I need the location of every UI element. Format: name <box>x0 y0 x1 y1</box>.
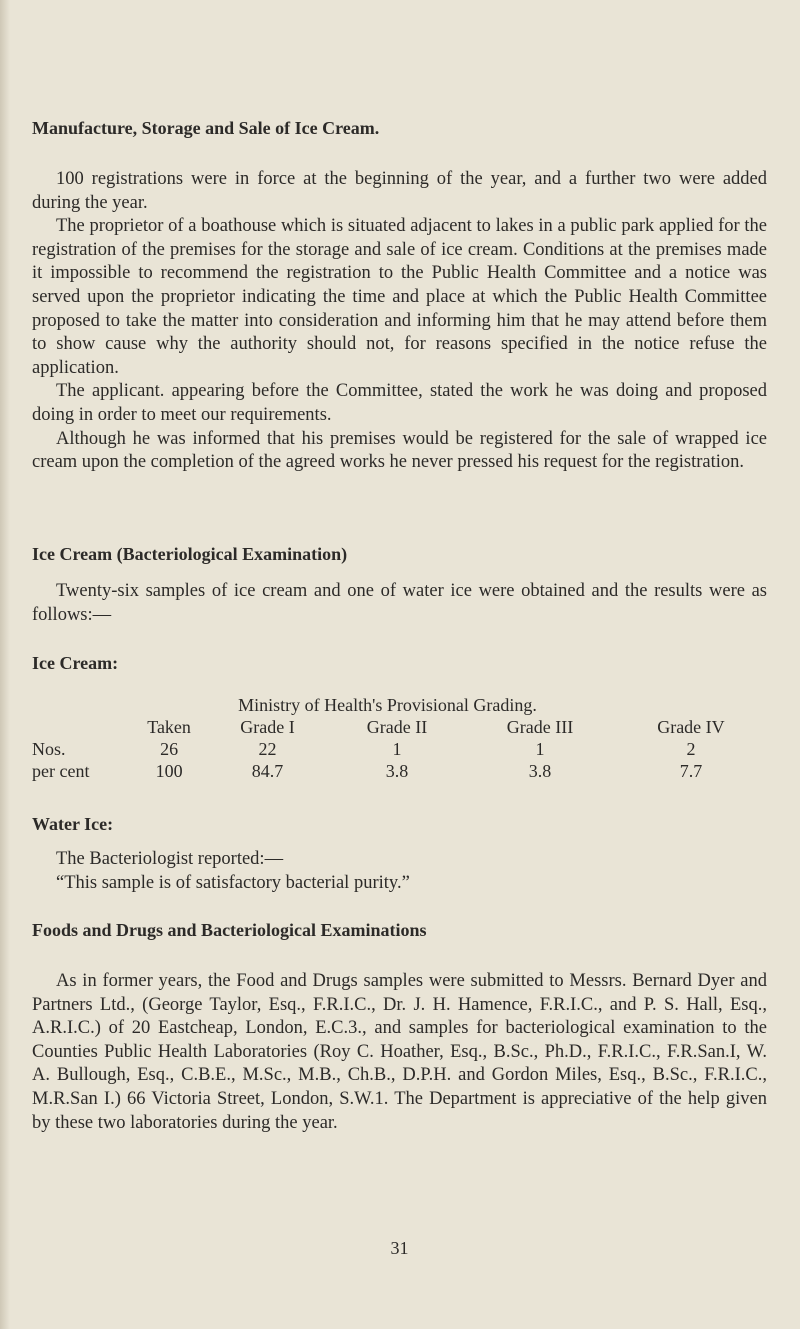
table-cell: 2 <box>686 739 696 759</box>
water-ice-report <box>32 848 767 895</box>
water-ice-quote: “This sample is of satisfactory bacterial purity.” <box>56 872 410 893</box>
column-header-grade-3: Grade III <box>506 717 574 737</box>
row-label-per-cent: per cent <box>32 761 90 781</box>
grading-group-header-row <box>32 694 767 716</box>
table-cell: 3.8 <box>528 761 552 781</box>
table-cell: 26 <box>160 739 179 759</box>
foods-drugs-paragraph: As in former years, the Food and Drugs samples were submitted to Messrs. Bernard Dyer and Partners Ltd., (George Taylor, Esq., F.R.I.C., Dr. J. H. Hamence, F.R.I.C., and P. S. Hall, Esq., A.R.I.C.) of 20 Eastcheap, London, E.C.3., and samples for bacteriological examination to the Counties Public Health Laboratories (Roy C. Hoather, Esq., B.Sc., Ph.D., F.R.I.C., F.R.San.I, W. A. Bullough, Esq., C.B.E., M.Sc., M.B., Ch.B., D.P.H. and Gordon Miles, Esq., B.Sc., F.R.I.C., M.R.San I.) 66 Victoria Street, London, S.W.1. The Department is appreciative of the help given by these two laboratories during the year. <box>32 971 767 1133</box>
grading-column-header-row <box>32 716 767 738</box>
manufacture-paragraph-2: The proprietor of a boathouse which is situated adjacent to lakes in a public park applied for the registration of the premises for the storage and sale of ice cream. Conditions at the premises made it impossible to recommend the registration to the Public Health Committee and a notice was served upon the proprietor indicating the time and place at which the Public Health Committee proposed to take the matter into consideration and informing him that he may attend before them to show cause why the authority should not, for reasons specified in the notice refuse the application. <box>32 216 767 378</box>
bacteriological-intro-text: Twenty-six samples of ice cream and one of water ice were obtained and the results were as follows:— <box>32 581 767 625</box>
grading-table <box>32 694 767 782</box>
table-cell: 1 <box>392 739 402 759</box>
column-header-grade-1: Grade I <box>240 717 295 737</box>
table-row <box>32 760 767 782</box>
table-cell: 100 <box>155 761 183 781</box>
manufacture-paragraph-1: 100 registrations were in force at the beginning of the year, and a further two were added during the year. <box>32 169 767 213</box>
manufacture-paragraph-3: The applicant. appearing before the Committee, stated the work he was doing and proposed doing in order to meet our requirements. <box>32 381 767 425</box>
water-ice-reported-line: The Bacteriologist reported:— <box>56 849 284 869</box>
column-header-taken: Taken <box>147 717 191 737</box>
table-row <box>32 738 767 760</box>
column-header-grade-4: Grade IV <box>657 717 725 737</box>
row-label-nos: Nos. <box>32 739 66 759</box>
grading-group-header: Ministry of Health's Provisional Grading. <box>238 695 537 715</box>
table-cell: 3.8 <box>385 761 409 781</box>
column-header-grade-2: Grade II <box>366 717 428 737</box>
manufacture-paragraph-4: Although he was informed that his premises would be registered for the sale of wrapped ice cream upon the completion of the agreed works he never pressed his request for the registration. <box>32 428 767 473</box>
section-heading-foods-drugs: Foods and Drugs and Bacteriological Examinations <box>32 920 427 940</box>
page-edge <box>0 0 10 1329</box>
table-cell: 1 <box>535 739 545 759</box>
foods-drugs-body <box>32 970 767 1135</box>
table-cell: 22 <box>258 739 277 759</box>
ice-cream-label: Ice Cream: <box>32 653 119 673</box>
bacteriological-intro <box>32 580 767 627</box>
table-cell: 7.7 <box>679 761 703 781</box>
table-cell: 84.7 <box>251 761 284 781</box>
water-ice-label: Water Ice: <box>32 814 114 834</box>
manufacture-body <box>32 168 767 475</box>
page-number: 31 <box>390 1238 409 1258</box>
section-heading-manufacture: Manufacture, Storage and Sale of Ice Cream. <box>32 118 380 138</box>
section-heading-bacteriological: Ice Cream (Bacteriological Examination) <box>32 544 348 564</box>
